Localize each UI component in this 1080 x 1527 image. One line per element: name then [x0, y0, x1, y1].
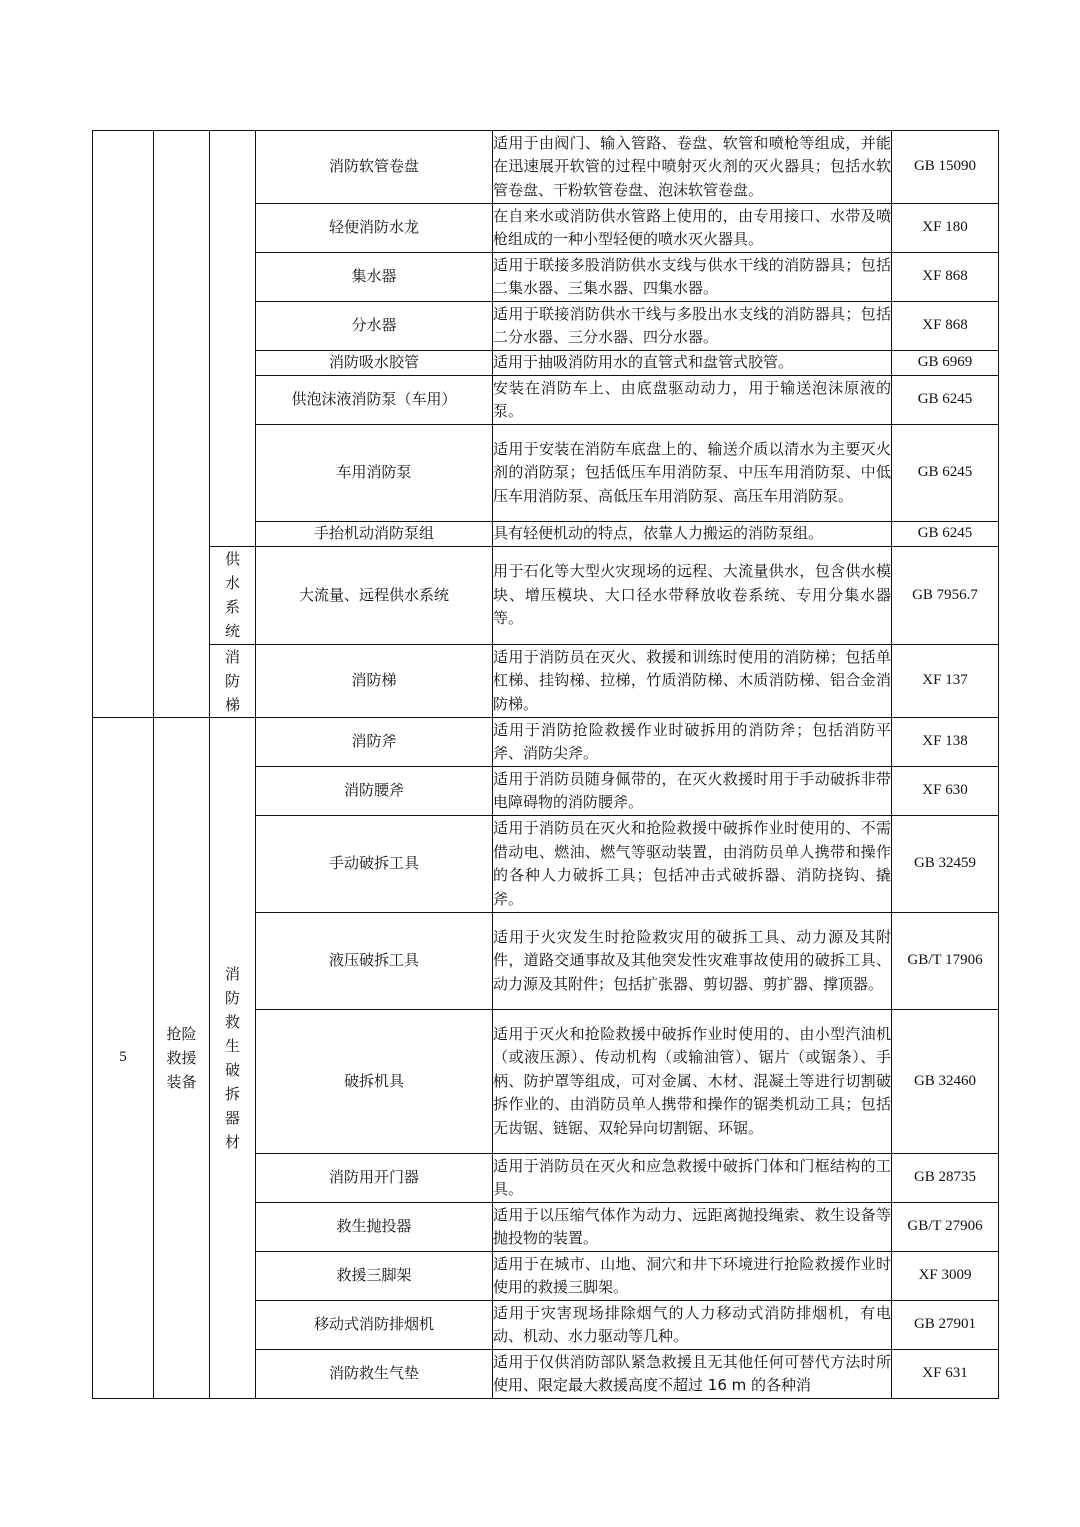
standard-code: GB 6245	[892, 522, 999, 547]
standard-code: GB 6245	[892, 425, 999, 522]
standards-table	[92, 130, 999, 1399]
product-description: 适用于灾害现场排除烟气的人力移动式消防排烟机，有电动、机动、水力驱动等几种。	[493, 1301, 892, 1350]
subcategory-cell	[210, 547, 256, 645]
product-description: 具有轻便机动的特点，依靠人力搬运的消防泵组。	[493, 522, 892, 547]
standard-code: GB 28735	[892, 1154, 999, 1203]
product-name: 轻便消防水龙	[256, 204, 493, 253]
product-name: 分水器	[256, 302, 493, 351]
standard-code: XF 138	[892, 718, 999, 767]
product-name: 救生抛投器	[256, 1203, 493, 1252]
subcategory-label: 消防救生破拆器材	[224, 964, 240, 1151]
product-name: 消防软管卷盘	[256, 131, 493, 204]
standard-code: GB 6245	[892, 376, 999, 425]
product-name: 消防腰斧	[256, 767, 493, 816]
product-name: 消防斧	[256, 718, 493, 767]
product-name: 消防吸水胶管	[256, 351, 493, 376]
product-name: 大流量、远程供水系统	[256, 547, 493, 645]
standard-code: GB 7956.7	[892, 547, 999, 645]
subcategory-cell	[210, 718, 256, 1399]
product-description: 适用于消防员在灭火和抢险救援中破拆作业时使用的、不需借动电、燃油、燃气等驱动装置，由消防员单人携带和操作的各种人力破拆工具；包括冲击式破拆器、消防挠钩、撬斧。	[493, 816, 892, 913]
product-description: 适用于以压缩气体作为动力、远距离抛投绳索、救生设备等抛投物的装置。	[493, 1203, 892, 1252]
product-description: 用于石化等大型火灾现场的远程、大流量供水，包含供水模块、增压模块、大口径水带释放收卷系统、专用分集水器等。	[493, 547, 892, 645]
product-name: 手抬机动消防泵组	[256, 522, 493, 547]
subcategory-cell-continued	[210, 131, 256, 547]
product-name: 消防救生气垫	[256, 1350, 493, 1399]
standard-code: XF 631	[892, 1350, 999, 1399]
product-description: 适用于联接消防供水干线与多股出水支线的消防器具；包括二分水器、三分水器、四分水器。	[493, 302, 892, 351]
product-name: 救援三脚架	[256, 1252, 493, 1301]
product-description: 适用于消防抢险救援作业时破拆用的消防斧；包括消防平斧、消防尖斧。	[493, 718, 892, 767]
subcategory-label: 供水系统	[224, 550, 240, 640]
product-name: 消防用开门器	[256, 1154, 493, 1203]
standard-code: GB/T 27906	[892, 1203, 999, 1252]
category-cell	[154, 718, 210, 1399]
table-row	[93, 547, 999, 645]
product-description: 适用于在城市、山地、洞穴和井下环境进行抢险救援作业时使用的救援三脚架。	[493, 1252, 892, 1301]
product-description: 适用于联接多股消防供水支线与供水干线的消防器具；包括二集水器、三集水器、四集水器。	[493, 253, 892, 302]
product-description: 安装在消防车上、由底盘驱动动力，用于输送泡沫原液的泵。	[493, 376, 892, 425]
standard-code: XF 868	[892, 302, 999, 351]
table-row	[93, 131, 999, 204]
category-label: 抢险救援装备	[166, 1024, 197, 1091]
section-number: 5	[93, 718, 154, 1399]
product-name: 消防梯	[256, 644, 493, 718]
product-description: 适用于灭火和抢险救援中破拆作业时使用的、由小型汽油机（或液压源）、传动机构（或输油管）、锯片（或锯条）、手柄、防护罩等组成，可对金属、木材、混凝土等进行切割破拆作业的、由消防员单人携带和操作的锯类机动工具；包括无齿锯、链锯、双轮异向切割锯、环锯。	[493, 1010, 892, 1154]
standard-code: GB/T 17906	[892, 913, 999, 1010]
product-name: 车用消防泵	[256, 425, 493, 522]
category-cell-continued	[154, 131, 210, 718]
product-name: 移动式消防排烟机	[256, 1301, 493, 1350]
number-cell-continued	[93, 131, 154, 718]
standard-code: GB 15090	[892, 131, 999, 204]
standard-code: GB 32460	[892, 1010, 999, 1154]
standard-code: GB 32459	[892, 816, 999, 913]
product-description: 适用于消防员在灭火、救援和训练时使用的消防梯；包括单杠梯、挂钩梯、拉梯，竹质消防梯、木质消防梯、铝合金消防梯。	[493, 644, 892, 718]
product-description: 在自来水或消防供水管路上使用的，由专用接口、水带及喷枪组成的一种小型轻便的喷水灭火器具。	[493, 204, 892, 253]
standard-code: XF 137	[892, 644, 999, 718]
table-row	[93, 644, 999, 718]
product-description: 适用于由阀门、输入管路、卷盘、软管和喷枪等组成，并能在迅速展开软管的过程中喷射灭火剂的灭火器具；包括水软管卷盘、干粉软管卷盘、泡沫软管卷盘。	[493, 131, 892, 204]
product-name: 液压破拆工具	[256, 913, 493, 1010]
product-description: 适用于消防员在灭火和应急救援中破拆门体和门框结构的工具。	[493, 1154, 892, 1203]
product-name: 破拆机具	[256, 1010, 493, 1154]
standard-code: XF 180	[892, 204, 999, 253]
standard-code: XF 3009	[892, 1252, 999, 1301]
product-description: 适用于抽吸消防用水的直管式和盘管式胶管。	[493, 351, 892, 376]
subcategory-cell	[210, 644, 256, 718]
product-name: 供泡沫液消防泵（车用）	[256, 376, 493, 425]
table-row	[93, 718, 999, 767]
product-description: 适用于仅供消防部队紧急救援且无其他任何可替代方法时所使用、限定最大救援高度不超过 16 m 的各种消	[493, 1350, 892, 1399]
standard-code: GB 27901	[892, 1301, 999, 1350]
product-name: 集水器	[256, 253, 493, 302]
product-name: 手动破拆工具	[256, 816, 493, 913]
standard-code: XF 630	[892, 767, 999, 816]
subcategory-label: 消防梯	[224, 647, 240, 714]
standard-code: GB 6969	[892, 351, 999, 376]
product-description: 适用于安装在消防车底盘上的、输送介质以清水为主要灭火剂的消防泵；包括低压车用消防泵、中压车用消防泵、中低压车用消防泵、高低压车用消防泵、高压车用消防泵。	[493, 425, 892, 522]
standard-code: XF 868	[892, 253, 999, 302]
product-description: 适用于火灾发生时抢险救灾用的破拆工具、动力源及其附件，道路交通事故及其他突发性灾难事故使用的破拆工具、动力源及其附件；包括扩张器、剪切器、剪扩器、撑顶器。	[493, 913, 892, 1010]
product-description: 适用于消防员随身佩带的，在灭火救援时用于手动破拆非带电障碍物的消防腰斧。	[493, 767, 892, 816]
